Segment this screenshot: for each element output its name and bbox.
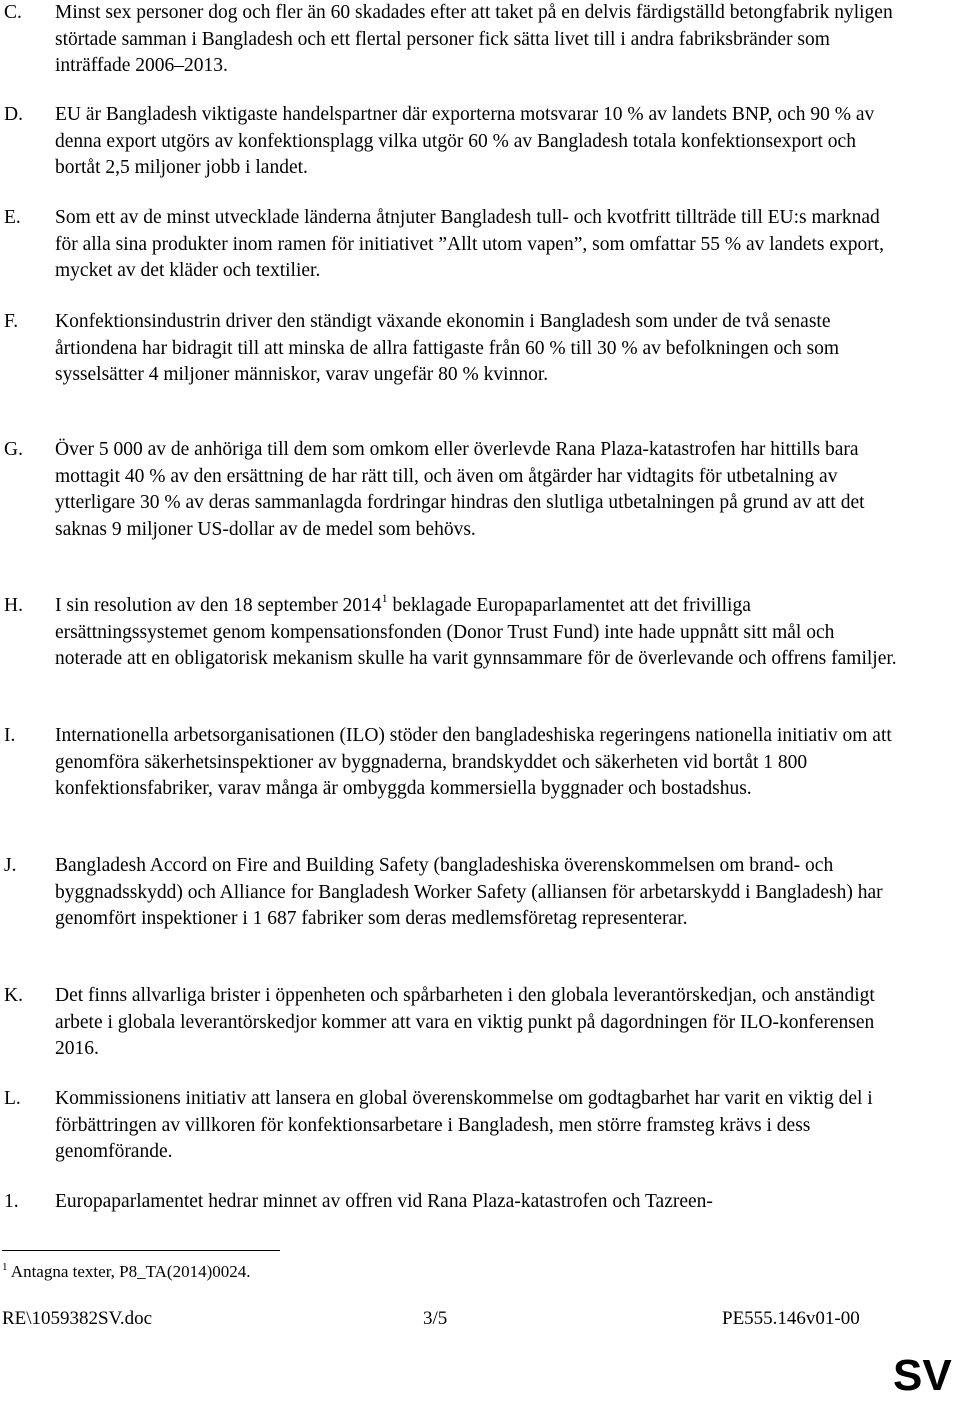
para-g — [0, 437, 905, 543]
para-k — [0, 983, 905, 1063]
para-text: Kommissionens initiativ att lansera en global överenskommelse om godtagbarhet har varit en viktig del i förbättringen av villkoren för konfektionsarbetare i Bangladesh, men större framsteg krävs i dess genomförande. — [55, 1088, 873, 1162]
para-c — [0, 0, 905, 80]
footnote-text: Antagna texter, P8_TA(2014)0024. — [7, 1262, 251, 1281]
para-text: Internationella arbetsorganisationen (ILO) stöder den bangladeshiska regeringens nationella initiativ om att genomföra säkerhetsinspektioner av byggnaderna, brandskyddet och säkerheten vid bortåt 1 800 konfektionsfabriker, varav många är ombyggda kommersiella byggnader och bostadshus. — [55, 725, 892, 799]
footnote-reference[interactable]: 1 — [381, 591, 388, 605]
footnote-divider — [2, 1250, 280, 1251]
para-label: D. — [4, 104, 23, 125]
para-e — [0, 205, 905, 285]
para-label: J. — [4, 855, 17, 876]
para-text — [55, 593, 905, 673]
para-label: L. — [4, 1088, 21, 1109]
para-text: Över 5 000 av de anhöriga till dem som omkom eller överlevde Rana Plaza-katastrofen har hittills bara mottagit 40 % av den ersättning de har rätt till, och även om åtgärder har vidtagits för utbetalning av ytterligare 30 % av deras sammanlagda fordringar hindras den slutliga utbetalningen på grund av att det saknas 9 miljoner US-dollar av de medel som behövs. — [55, 439, 865, 540]
para-text: EU är Bangladesh viktigaste handelspartner där exporterna motsvarar 10 % av landets BNP, och 90 % av denna export utgörs av konfektionsplagg vilka utgör 60 % av Bangladesh totala konfektionsexport och bortåt 2,5 miljoner jobb i landet. — [55, 104, 875, 178]
para-text: Det finns allvarliga brister i öppenheten och spårbarheten i den globala leverantörskedjan, och anständigt arbete i globala leverantörskedjor kommer att vara en viktig punkt på dagordningen för ILO-konferensen 2016. — [55, 985, 875, 1059]
para-text: Bangladesh Accord on Fire and Building Safety (bangladeshiska överenskommelsen om brand- och byggnadsskydd) och Alliance for Bangladesh Worker Safety (alliansen för arbetarskydd i Bangladesh) har genomfört inspektioner i 1 687 fabriker som deras medlemsföretag representerar. — [55, 855, 883, 929]
para-d — [0, 102, 905, 182]
footer-doc-ref: RE\1059382SV.doc — [2, 1308, 153, 1329]
para-label: H. — [4, 595, 23, 616]
para-label: C. — [4, 2, 22, 23]
para-text-after: beklagade Europaparlamentet att det frivilliga ersättningssystemet genom kompensationsfonden (Donor Trust Fund) inte hade uppnått sitt mål och noterade att en obligatorisk mekanism skulle ha varit gynnsammare för de överlevande och offrens familjer. — [55, 595, 897, 669]
footnote — [2, 1261, 251, 1283]
para-label: I. — [4, 725, 16, 746]
para-l — [0, 1086, 905, 1166]
para-label: E. — [4, 207, 21, 228]
para-label: G. — [4, 439, 23, 460]
para-i — [0, 723, 905, 803]
para-text: Som ett av de minst utvecklade länderna åtnjuter Bangladesh tull- och kvotfritt tillträde till EU:s marknad för alla sina produkter inom ramen för initiativet ”Allt utom vapen”, som omfattar 55 % av landets export, mycket av det kläder och textilier. — [55, 207, 885, 281]
para-f — [0, 309, 905, 389]
para-text: Europaparlamentet hedrar minnet av offren vid Rana Plaza-katastrofen och Tazreen- — [55, 1191, 713, 1212]
para-label: 1. — [4, 1191, 19, 1212]
language-code: SV — [893, 1351, 952, 1400]
para-text-before: I sin resolution av den 18 september 2014 — [55, 595, 382, 616]
para-h — [0, 593, 905, 673]
para-label: F. — [4, 311, 19, 332]
para-j — [0, 853, 905, 933]
para-label: K. — [4, 985, 23, 1006]
para-text: Konfektionsindustrin driver den ständigt växande ekonomin i Bangladesh som under de två senaste årtiondena har bidragit till att minska de allra fattigaste från 60 % till 30 % av befolkningen och som sysselsätter 4 miljoner människor, varav ungefär 80 % kvinnor. — [55, 311, 840, 385]
footer-pe-ref: PE555.146v01-00 — [722, 1308, 860, 1329]
footnote-number: 1 — [2, 1261, 8, 1273]
para-1 — [0, 1189, 905, 1216]
footer-page-number: 3/5 — [423, 1308, 448, 1329]
para-text: Minst sex personer dog och fler än 60 skadades efter att taket på en delvis färdigställd betongfabrik nyligen störtade samman i Bangladesh och ett flertal personer fick sätta livet till i andra fabriksbränder som inträffade 2006–2013. — [55, 2, 893, 76]
